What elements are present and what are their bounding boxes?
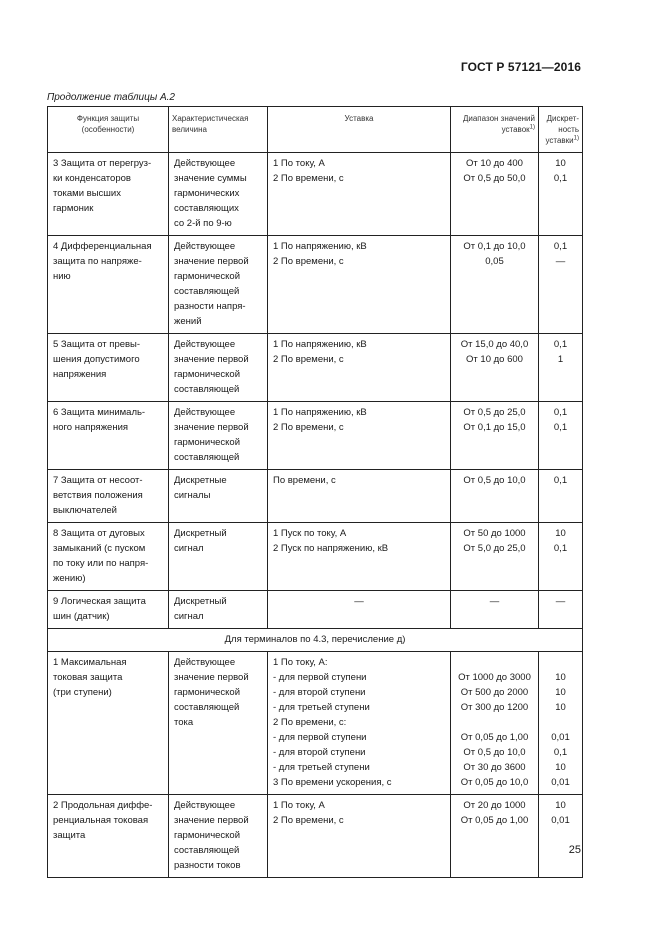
cell-line: 9 Логическая защита — [53, 596, 146, 607]
cell-line: 0,1 — [553, 422, 568, 433]
cell-line — [544, 715, 577, 730]
setpoint-cell — [268, 236, 451, 334]
cell-line: сигнал — [174, 543, 204, 554]
cell-line: — — [354, 596, 364, 607]
cell-line: значение суммы — [174, 173, 247, 184]
cell-line: Действующее — [174, 800, 236, 811]
table-row — [48, 153, 583, 236]
cell-line: - для второй ступени — [273, 687, 366, 698]
table-row — [48, 523, 583, 591]
cell-line: токовая защита — [53, 672, 123, 683]
table-row — [48, 652, 583, 795]
cell-line: составляющих — [174, 203, 239, 214]
cell-line: значение первой — [174, 672, 249, 683]
discreteness-cell — [539, 236, 583, 334]
cell-line: От 0,1 до 15,0 — [463, 422, 526, 433]
cell-line: гармоник — [53, 203, 94, 214]
cell-line: — — [489, 596, 500, 607]
cell-line: От 10 до 400 — [466, 158, 523, 169]
function-cell — [48, 402, 169, 470]
cell-line: гармонической — [174, 687, 241, 698]
cell-line: нию — [53, 271, 71, 282]
table-row — [48, 795, 583, 878]
table-row — [48, 402, 583, 470]
table-row — [48, 591, 583, 629]
function-cell — [48, 591, 169, 629]
setpoint-cell — [268, 652, 451, 795]
cell-line: 7 Защита от несоот- — [53, 475, 143, 486]
table-header-row — [48, 107, 583, 153]
column-header-range: Диапазон значений уставок$^{1)}$ — [451, 107, 539, 153]
range-cell — [451, 236, 539, 334]
cell-line: От 10 до 600 — [466, 354, 523, 365]
cell-line: защита по напряже- — [53, 256, 142, 267]
function-cell — [48, 236, 169, 334]
cell-line: Действующее — [174, 339, 236, 350]
cell-line: От 30 до 3600 — [463, 762, 526, 773]
cell-line: Действующее — [174, 407, 236, 418]
cell-line: 1 По току, А — [273, 158, 325, 169]
function-cell — [48, 470, 169, 523]
setpoint-cell — [268, 470, 451, 523]
cell-line: 2 По времени, с — [273, 815, 344, 826]
cell-line: тока — [174, 717, 194, 728]
cell-line: От 300 до 1200 — [460, 702, 529, 713]
cell-line: 0,1 — [553, 173, 568, 184]
cell-line: составляющей — [174, 286, 240, 297]
cell-line: гармонической — [174, 830, 241, 841]
cell-line — [456, 715, 533, 730]
table-row — [48, 236, 583, 334]
cell-line: - для третьей ступени — [273, 702, 370, 713]
column-header-function: Функция защиты (особенности) — [48, 107, 169, 153]
cell-line: 0,01 — [551, 732, 570, 743]
cell-line: От 15,0 до 40,0 — [460, 339, 529, 350]
cell-line: жений — [174, 316, 202, 327]
range-cell — [451, 795, 539, 878]
cell-line: 1 Максимальная — [53, 657, 127, 668]
setpoint-cell — [268, 402, 451, 470]
cell-line: по току или по напря- — [53, 558, 149, 569]
cell-line: От 0,5 до 10,0 — [463, 747, 526, 758]
cell-line: Дискретные — [174, 475, 227, 486]
setpoint-cell — [268, 334, 451, 402]
characteristic-cell — [169, 523, 268, 591]
cell-line: (три ступени) — [53, 687, 112, 698]
cell-line: - для второй ступени — [273, 747, 366, 758]
cell-line: От 50 до 1000 — [463, 528, 526, 539]
discreteness-cell — [539, 591, 583, 629]
setpoint-cell — [268, 523, 451, 591]
cell-line: От 0,5 до 10,0 — [463, 475, 526, 486]
cell-line: 2 Пуск по напряжению, кВ — [273, 543, 389, 554]
cell-line: - для первой ступени — [273, 672, 367, 683]
discreteness-cell — [539, 153, 583, 236]
cell-line: 3 По времени ускорения, с — [273, 777, 392, 788]
cell-line: значение первой — [174, 815, 249, 826]
function-cell — [48, 334, 169, 402]
cell-line: — — [555, 256, 566, 267]
function-cell — [48, 523, 169, 591]
cell-line: 1 Пуск по току, А — [273, 528, 347, 539]
cell-line: разности напря- — [174, 301, 246, 312]
cell-line: — — [555, 596, 566, 607]
cell-line: Дискретный — [174, 596, 227, 607]
cell-line: ки конденсаторов — [53, 173, 131, 184]
cell-line: 1 По напряжению, кВ — [273, 407, 367, 418]
cell-line: 5 Защита от превы- — [53, 339, 141, 350]
cell-line: жению) — [53, 573, 86, 584]
cell-line: защита — [53, 830, 86, 841]
cell-line: 10 — [555, 702, 566, 713]
characteristic-cell — [169, 236, 268, 334]
cell-line: По времени, с — [273, 475, 336, 486]
setpoint-cell — [268, 591, 451, 629]
cell-line: От 0,05 до 10,0 — [460, 777, 529, 788]
characteristic-cell — [169, 652, 268, 795]
table-row — [48, 470, 583, 523]
cell-line: сигналы — [174, 490, 211, 501]
discreteness-cell — [539, 334, 583, 402]
cell-line: составляющей — [174, 845, 240, 856]
table-row — [48, 334, 583, 402]
cell-line: 1 По току, А: — [273, 657, 328, 668]
cell-line: 0,1 — [553, 475, 568, 486]
cell-line: От 0,1 до 10,0 — [463, 241, 526, 252]
discreteness-cell — [539, 523, 583, 591]
cell-line: От 5,0 до 25,0 — [463, 543, 526, 554]
discreteness-cell — [539, 470, 583, 523]
function-cell — [48, 795, 169, 878]
cell-line: 3 Защита от перегруз- — [53, 158, 152, 169]
range-cell — [451, 652, 539, 795]
document-code: ГОСТ Р 57121—2016 — [460, 60, 581, 74]
cell-line: гармонической — [174, 271, 241, 282]
cell-line: 10 — [555, 800, 566, 811]
cell-line — [456, 655, 533, 670]
cell-line: Действующее — [174, 657, 236, 668]
cell-line: замыканий (с пуском — [53, 543, 146, 554]
cell-line: 0,05 — [485, 256, 504, 267]
cell-line: От 1000 до 3000 — [458, 672, 531, 683]
characteristic-cell — [169, 402, 268, 470]
cell-line: От 0,5 до 25,0 — [463, 407, 526, 418]
discreteness-cell — [539, 652, 583, 795]
cell-line: ренциальная токовая — [53, 815, 149, 826]
cell-line: шин (датчик) — [53, 611, 110, 622]
cell-line: 0,1 — [553, 407, 568, 418]
cell-line: составляющей — [174, 702, 240, 713]
cell-line: 0,01 — [551, 777, 570, 788]
page-number: 25 — [568, 844, 581, 856]
cell-line: напряжения — [53, 369, 107, 380]
cell-line: 10 — [555, 672, 566, 683]
cell-line: От 0,5 до 50,0 — [463, 173, 526, 184]
section-header-row — [48, 629, 583, 652]
cell-line — [544, 655, 577, 670]
cell-line: значение первой — [174, 354, 249, 365]
cell-line: гармонической — [174, 369, 241, 380]
cell-line: шения допустимого — [53, 354, 140, 365]
cell-line: 1 По напряжению, кВ — [273, 241, 367, 252]
cell-line: Действующее — [174, 158, 236, 169]
column-header-setpoint: Уставка — [268, 107, 451, 153]
cell-line: 2 По времени, с — [273, 173, 344, 184]
cell-line: значение первой — [174, 256, 249, 267]
setpoint-cell — [268, 153, 451, 236]
characteristic-cell — [169, 470, 268, 523]
characteristic-cell — [169, 153, 268, 236]
cell-line: значение первой — [174, 422, 249, 433]
cell-line: 10 — [555, 762, 566, 773]
cell-line: - для первой ступени — [273, 732, 367, 743]
cell-line: От 0,05 до 1,00 — [460, 732, 529, 743]
cell-line: 2 По времени, с — [273, 354, 344, 365]
cell-line: 4 Дифференциальная — [53, 241, 152, 252]
cell-line: 2 Продольная диффе- — [53, 800, 153, 811]
function-cell — [48, 153, 169, 236]
range-cell — [451, 470, 539, 523]
cell-line: 0,01 — [551, 815, 570, 826]
range-cell — [451, 334, 539, 402]
cell-line: 0,1 — [553, 241, 568, 252]
function-cell — [48, 652, 169, 795]
range-cell — [451, 402, 539, 470]
cell-line: 2 По времени, с — [273, 422, 344, 433]
discreteness-cell — [539, 795, 583, 878]
cell-line: - для третьей ступени — [273, 762, 370, 773]
cell-line: 2 По времени, с: — [273, 717, 347, 728]
cell-line: 0,1 — [553, 339, 568, 350]
characteristic-cell — [169, 334, 268, 402]
cell-line: токами высших — [53, 188, 121, 199]
cell-line: 10 — [555, 158, 566, 169]
cell-line: составляющей — [174, 384, 240, 395]
cell-line: От 500 до 2000 — [460, 687, 529, 698]
cell-line: От 20 до 1000 — [463, 800, 526, 811]
column-header-discreteness: Дискрет-ность уставки$^{1)}$ — [539, 107, 583, 153]
section-header: Для терминалов по 4.3, перечисление д) — [48, 629, 583, 652]
cell-line: гармонических — [174, 188, 240, 199]
cell-line: 1 По напряжению, кВ — [273, 339, 367, 350]
cell-line: 8 Защита от дуговых — [53, 528, 145, 539]
cell-line: ветствия положения — [53, 490, 143, 501]
cell-line: гармонической — [174, 437, 241, 448]
protection-functions-table — [47, 106, 583, 878]
cell-line: со 2-й по 9-ю — [174, 218, 232, 229]
cell-line: 0,1 — [553, 543, 568, 554]
range-cell — [451, 523, 539, 591]
cell-line: Дискретный — [174, 528, 227, 539]
cell-line: составляющей — [174, 452, 240, 463]
characteristic-cell — [169, 591, 268, 629]
cell-line: Действующее — [174, 241, 236, 252]
cell-line: 1 — [557, 354, 564, 365]
table-caption: Продолжение таблицы А.2 — [47, 92, 175, 103]
characteristic-cell — [169, 795, 268, 878]
range-cell — [451, 591, 539, 629]
cell-line: 0,1 — [553, 747, 568, 758]
cell-line: сигнал — [174, 611, 204, 622]
cell-line: разности токов — [174, 860, 241, 871]
setpoint-cell — [268, 795, 451, 878]
cell-line: 1 По току, А — [273, 800, 325, 811]
cell-line: ного напряжения — [53, 422, 129, 433]
cell-line: От 0,05 до 1,00 — [460, 815, 529, 826]
column-header-characteristic: Характеристическая величина — [169, 107, 268, 153]
cell-line: выключателей — [53, 505, 117, 516]
cell-line: 2 По времени, с — [273, 256, 344, 267]
discreteness-cell — [539, 402, 583, 470]
cell-line: 10 — [555, 528, 566, 539]
range-cell — [451, 153, 539, 236]
cell-line: 10 — [555, 687, 566, 698]
cell-line: 6 Защита минималь- — [53, 407, 146, 418]
